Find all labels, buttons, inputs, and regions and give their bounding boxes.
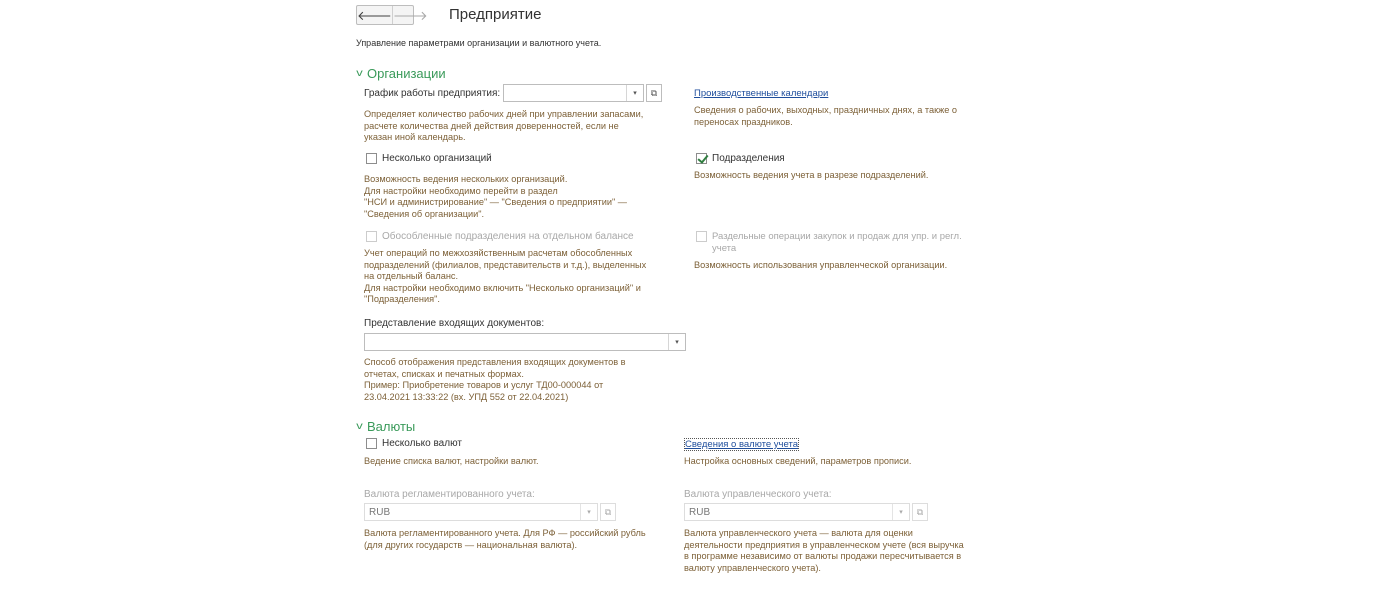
production-calendars-hint: Сведения о рабочих, выходных, праздничных днях, а также о переносах праздников. [694,105,958,127]
section-organizations-title: Организации [367,66,446,81]
production-calendars-link[interactable]: Производственные календари [694,88,829,99]
incoming-docs-field[interactable] [364,333,686,351]
dropdown-arrow-icon[interactable]: ▾ [892,504,909,520]
separate-divisions-label: Обособленные подразделения на отдельном балансе [382,231,634,242]
separate-operations-checkbox[interactable] [696,231,707,242]
management-currency-label: Валюта управленческого учета: [684,489,832,500]
open-icon[interactable]: ⧉ [600,503,616,521]
separate-divisions-hint: Учет операций по межхозяйственным расчетам обособленных подразделений (филиалов, представительств и т.д.), выделенных на отдельный баланс. Для настройки необходимо включить "Несколько организаций" и "Подразделения". [364,248,647,305]
accounting-currency-hint: Настройка основных сведений, параметров прописи. [684,456,912,466]
departments-checkbox[interactable] [696,153,707,164]
multiple-organizations-label: Несколько организаций [382,153,492,164]
section-currencies-header[interactable] [357,419,415,434]
work-schedule-field[interactable] [503,84,644,102]
arrow-right-icon: 🡒 [392,7,428,23]
separate-operations-row[interactable] [696,231,962,254]
multiple-organizations-checkbox[interactable] [366,153,377,164]
management-currency-field[interactable] [684,503,910,521]
regulated-currency-label: Валюта регламентированного учета: [364,489,535,500]
departments-row[interactable] [696,153,785,164]
regulated-currency-field[interactable] [364,503,598,521]
separate-divisions-checkbox[interactable] [366,231,377,242]
page-subtitle: Управление параметрами организации и валютного учета. [356,38,602,48]
separate-operations-label: Раздельные операции закупок и продаж для упр. и регл. учета [712,231,962,254]
work-schedule-label: График работы предприятия: [364,88,501,99]
multiple-currencies-row[interactable] [366,438,462,449]
chevron-down-icon: v [356,68,363,79]
management-currency-hint: Валюта управленческого учета — валюта для оценки деятельности предприятия в управленческом учете (вся выручка в программе независимо от валюты продажи пересчитывается в валюту управленческого учета). [684,528,964,573]
dropdown-arrow-icon[interactable]: ▾ [580,504,597,520]
incoming-docs-hint: Способ отображения представления входящих документов в отчетах, списках и печатных формах. Пример: Приобретение товаров и услуг ТД00-000044 от 23.04.2021 13:33:22 (вх. УПД 552 от 22.04.2021) [364,357,626,402]
multiple-organizations-row[interactable] [366,153,492,164]
multiple-currencies-label: Несколько валют [382,438,462,449]
multiple-currencies-checkbox[interactable] [366,438,377,449]
back-button[interactable] [357,6,393,24]
departments-hint: Возможность ведения учета в разрезе подразделений. [694,170,929,180]
navigation-buttons [356,5,428,25]
chevron-down-icon: v [356,421,363,432]
multiple-organizations-hint: Возможность ведения нескольких организаций. Для настройки необходимо перейти в раздел "НСИ и администрирование" — "Сведения о предприятии" — "Сведения об организации". [364,174,627,219]
open-icon[interactable]: ⧉ [646,84,662,102]
arrow-left-icon: 🡐 [357,7,392,23]
management-currency-value: RUB [689,507,711,518]
work-schedule-hint: Определяет количество рабочих дней при управлении запасами, расчете количества дней действия доверенностей, если не указан иной календарь. [364,109,644,143]
separate-divisions-row[interactable] [366,231,634,242]
open-icon[interactable]: ⧉ [912,503,928,521]
section-organizations-header[interactable] [357,66,446,81]
multiple-currencies-hint: Ведение списка валют, настройки валют. [364,456,539,466]
regulated-currency-value: RUB [369,507,391,518]
accounting-currency-link[interactable]: Сведения о валюте учета [685,439,799,450]
section-currencies-title: Валюты [367,419,416,434]
forward-button[interactable] [393,6,428,24]
incoming-docs-label: Представление входящих документов: [364,318,545,329]
dropdown-arrow-icon[interactable]: ▾ [668,334,685,350]
departments-label: Подразделения [712,153,785,164]
dropdown-arrow-icon[interactable]: ▾ [626,85,643,101]
page-title: Предприятие [449,6,542,23]
regulated-currency-hint: Валюта регламентированного учета. Для РФ — российский рубль (для других государств — национальная валюта). [364,528,646,550]
separate-operations-hint: Возможность использования управленческой организации. [694,260,948,270]
